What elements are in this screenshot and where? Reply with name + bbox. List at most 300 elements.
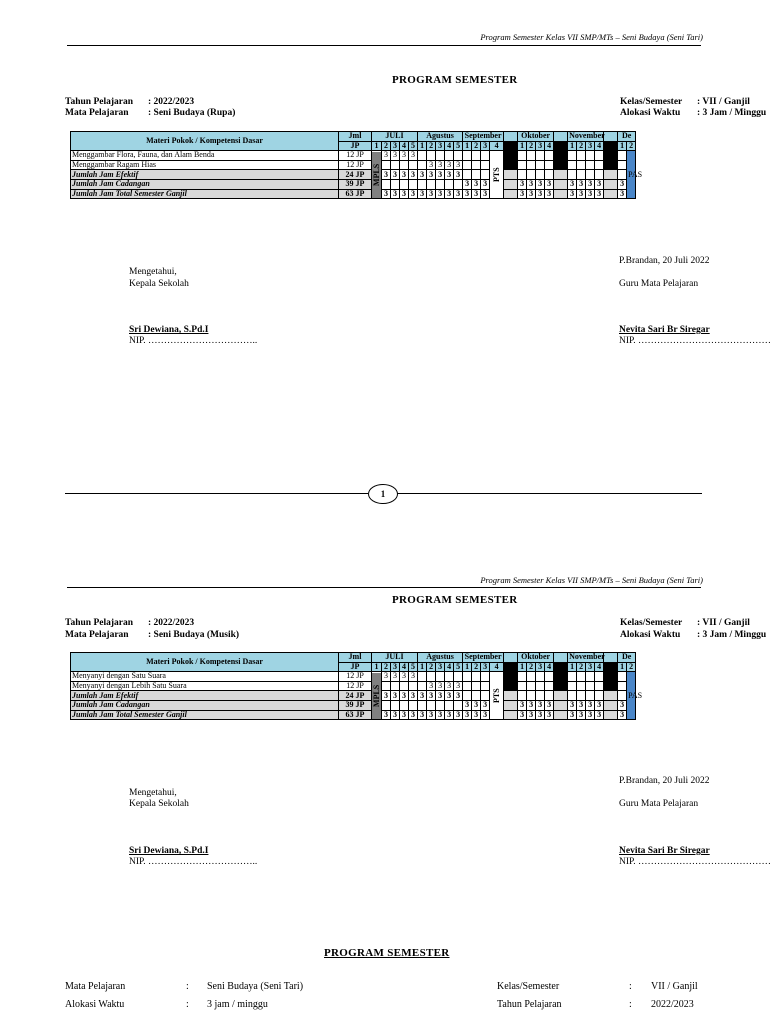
week-number: 2 [527, 662, 536, 672]
week-cell [527, 170, 536, 180]
week-cell [595, 691, 604, 701]
week-cell [577, 160, 586, 170]
week-cell [400, 179, 409, 189]
kepala-nip-2: NIP. …………………………….. [129, 857, 258, 867]
week-cell [618, 151, 627, 161]
week-cell: 3 [481, 179, 490, 189]
week-cell [400, 160, 409, 170]
break-column [504, 151, 518, 161]
week-cell: 3 [409, 691, 418, 701]
week-cell: 3 [427, 170, 436, 180]
month-header-juli: JULI [372, 132, 418, 142]
week-cell: 3 [409, 672, 418, 682]
break-column [604, 132, 618, 142]
footer-rule-left [65, 493, 368, 494]
week-number: 2 [472, 662, 481, 672]
week-cell: 3 [595, 700, 604, 710]
break-column [504, 662, 518, 672]
week-cell: 3 [436, 189, 445, 199]
col-header-jml: Jml [339, 653, 372, 663]
week-cell [536, 151, 545, 161]
week-cell [391, 179, 400, 189]
week-cell: 3 [545, 179, 554, 189]
break-column [554, 681, 568, 691]
week-cell [481, 151, 490, 161]
week-cell: 3 [595, 179, 604, 189]
col-header-jml: Jml [339, 132, 372, 142]
week-cell: 3 [454, 189, 463, 199]
week-cell [595, 160, 604, 170]
break-column [604, 662, 618, 672]
week-cell: 3 [568, 710, 577, 720]
week-cell: 3 [400, 151, 409, 161]
alokasi-label-3: Alokasi Waktu [65, 999, 125, 1010]
mengetahui-text-2: Mengetahui, [129, 788, 177, 798]
guru-label: Guru Mata Pelajaran [619, 279, 699, 289]
week-cell [595, 681, 604, 691]
week-cell [463, 672, 472, 682]
jp-cell: 12 JP [339, 681, 372, 691]
month-header-september: September [463, 653, 504, 663]
guru-name-2: Nevita Sari Br Siregar [619, 846, 710, 856]
week-cell [586, 170, 595, 180]
break-column [604, 691, 618, 701]
kelas-label: Kelas/Semester [620, 97, 683, 107]
week-cell [409, 700, 418, 710]
week-cell: 3 [382, 710, 391, 720]
week-cell [445, 179, 454, 189]
week-number: 1 [372, 662, 382, 672]
month-header-september: September [463, 132, 504, 142]
jp-cell: 39 JP [339, 179, 372, 189]
week-cell: 3 [445, 170, 454, 180]
week-number: 4 [595, 662, 604, 672]
week-cell: 3 [454, 691, 463, 701]
week-number: 3 [391, 662, 400, 672]
header-rule-2 [67, 587, 701, 588]
month-header-oktober: Oktober [518, 653, 554, 663]
week-cell: 3 [481, 700, 490, 710]
week-cell [427, 700, 436, 710]
break-column [554, 662, 568, 672]
guru-name: Nevita Sari Br Siregar [619, 325, 710, 335]
month-header-juli: JULI [372, 653, 418, 663]
materi-cell: Jumlah Jam Efektif [71, 691, 339, 701]
week-cell: 3 [436, 170, 445, 180]
week-cell [518, 170, 527, 180]
week-cell [527, 691, 536, 701]
week-cell [472, 160, 481, 170]
week-cell: 3 [382, 672, 391, 682]
break-column [504, 170, 518, 180]
week-cell: 3 [445, 189, 454, 199]
break-column [554, 672, 568, 682]
week-cell [454, 151, 463, 161]
week-cell: 3 [400, 710, 409, 720]
break-column [604, 681, 618, 691]
week-cell: 3 [382, 691, 391, 701]
break-column [504, 141, 518, 151]
week-cell: 3 [463, 179, 472, 189]
kepala-name-2: Sri Dewiana, S.Pd.I [129, 846, 209, 856]
week-number: 2 [472, 141, 481, 151]
week-cell: 3 [618, 710, 627, 720]
week-cell: 3 [436, 691, 445, 701]
week-cell [445, 672, 454, 682]
week-cell: 3 [418, 691, 427, 701]
week-number: 3 [391, 141, 400, 151]
break-column [604, 160, 618, 170]
month-header-desember: De [618, 653, 636, 663]
mpls-cell: MPLS [372, 151, 382, 199]
week-number: 3 [536, 662, 545, 672]
week-cell [568, 691, 577, 701]
week-cell [595, 672, 604, 682]
week-cell [418, 672, 427, 682]
table-row [71, 672, 636, 682]
week-number: 4 [595, 141, 604, 151]
col-header-materi: Materi Pokok / Kompetensi Dasar [71, 132, 339, 151]
tahun-value-2: : 2022/2023 [148, 618, 195, 628]
kepala-nip: NIP. …………………………….. [129, 336, 258, 346]
week-cell: 3 [382, 170, 391, 180]
month-header-agustus: Agustus [418, 132, 463, 142]
week-cell: 3 [568, 700, 577, 710]
table-row [71, 691, 636, 701]
week-cell [518, 151, 527, 161]
week-cell: 3 [391, 151, 400, 161]
break-column [504, 132, 518, 142]
week-cell [536, 170, 545, 180]
week-cell [536, 681, 545, 691]
week-cell [481, 681, 490, 691]
week-cell [568, 160, 577, 170]
page-title-2: PROGRAM SEMESTER [392, 594, 518, 606]
week-cell [527, 672, 536, 682]
header-rule [67, 45, 701, 46]
week-number: 4 [400, 662, 409, 672]
week-cell [391, 160, 400, 170]
tahun-value-3: 2022/2023 [651, 999, 694, 1010]
page-title-3: PROGRAM SEMESTER [324, 947, 450, 959]
week-cell [418, 151, 427, 161]
week-cell: 3 [618, 189, 627, 199]
week-cell [400, 681, 409, 691]
break-column [604, 189, 618, 199]
place-date-2: P.Brandan, 20 Juli 2022 [619, 776, 710, 786]
week-number: 1 [463, 662, 472, 672]
jp-cell: 63 JP [339, 189, 372, 199]
break-column [504, 160, 518, 170]
week-cell: 3 [418, 710, 427, 720]
week-cell: 3 [463, 710, 472, 720]
week-cell: 3 [427, 160, 436, 170]
materi-cell: Jumlah Jam Cadangan [71, 179, 339, 189]
break-column [554, 189, 568, 199]
week-cell: 3 [595, 710, 604, 720]
week-cell: 3 [586, 700, 595, 710]
week-cell: 3 [409, 170, 418, 180]
week-number: 1 [618, 141, 627, 151]
document-running-header-2: Program Semester Kelas VII SMP/MTs – Seni Budaya (Seni Tari) [480, 575, 703, 585]
week-cell: 3 [445, 691, 454, 701]
week-cell: 3 [518, 189, 527, 199]
pts-cell: PTS [490, 151, 504, 199]
kepala-sekolah-label-2: Kepala Sekolah [129, 799, 189, 809]
week-cell: 3 [400, 189, 409, 199]
break-column [504, 710, 518, 720]
table-row [71, 710, 636, 720]
week-number: 5 [409, 662, 418, 672]
tahun-label: Tahun Pelajaran [65, 97, 134, 107]
break-column [554, 170, 568, 180]
week-number: 3 [586, 662, 595, 672]
week-cell [418, 681, 427, 691]
week-cell [472, 672, 481, 682]
week-cell [409, 160, 418, 170]
week-cell [518, 691, 527, 701]
materi-cell: Menyanyi dengan Lebih Satu Suara [71, 681, 339, 691]
week-number: 4 [545, 662, 554, 672]
break-column [604, 170, 618, 180]
table-row [71, 681, 636, 691]
break-column [554, 179, 568, 189]
break-column [604, 700, 618, 710]
week-cell: 3 [518, 710, 527, 720]
week-cell [545, 151, 554, 161]
week-cell: 3 [427, 189, 436, 199]
break-column [554, 700, 568, 710]
break-column [504, 653, 518, 663]
week-cell: 3 [472, 710, 481, 720]
week-number: 2 [382, 141, 391, 151]
week-cell [445, 151, 454, 161]
week-cell: 3 [472, 189, 481, 199]
jp-cell: 12 JP [339, 151, 372, 161]
week-cell [409, 681, 418, 691]
break-column [554, 141, 568, 151]
week-cell [577, 170, 586, 180]
week-number: 2 [382, 662, 391, 672]
week-cell [436, 672, 445, 682]
week-cell [481, 672, 490, 682]
break-column [504, 700, 518, 710]
week-number: 2 [627, 141, 636, 151]
week-number: 4 [490, 141, 504, 151]
week-cell [463, 691, 472, 701]
schedule-table [70, 131, 643, 199]
week-number: 3 [536, 141, 545, 151]
document-running-header: Program Semester Kelas VII SMP/MTs – Seni Budaya (Seni Tari) [480, 32, 703, 42]
week-cell: 3 [618, 700, 627, 710]
kelas-label-3: Kelas/Semester [497, 981, 560, 992]
week-cell [568, 672, 577, 682]
table-row [71, 189, 636, 199]
week-number: 1 [618, 662, 627, 672]
break-column [604, 179, 618, 189]
week-cell: 3 [577, 710, 586, 720]
col-header-materi: Materi Pokok / Kompetensi Dasar [71, 653, 339, 672]
week-cell [418, 160, 427, 170]
week-number: 2 [427, 141, 436, 151]
break-column [604, 151, 618, 161]
week-cell: 3 [454, 710, 463, 720]
week-cell: 3 [472, 700, 481, 710]
week-cell: 3 [545, 700, 554, 710]
footer-rule-right [396, 493, 702, 494]
week-number: 4 [490, 662, 504, 672]
week-cell: 3 [400, 170, 409, 180]
week-cell: 3 [618, 179, 627, 189]
week-cell [586, 691, 595, 701]
week-cell [595, 170, 604, 180]
week-cell [472, 681, 481, 691]
tahun-label-3: Tahun Pelajaran [497, 999, 562, 1010]
break-column [504, 681, 518, 691]
table-row [71, 179, 636, 189]
week-cell: 3 [586, 189, 595, 199]
month-header-agustus: Agustus [418, 653, 463, 663]
week-cell [427, 672, 436, 682]
week-cell: 3 [518, 700, 527, 710]
mapel-label-2: Mata Pelajaran [65, 630, 129, 640]
week-cell [545, 160, 554, 170]
col-header-jp: JP [339, 141, 372, 151]
materi-cell: Menggambar Ragam Hias [71, 160, 339, 170]
week-cell [463, 160, 472, 170]
break-column [554, 653, 568, 663]
break-column [554, 710, 568, 720]
guru-nip: NIP. …………………………………… [619, 336, 771, 346]
week-cell: 3 [463, 700, 472, 710]
week-cell [463, 681, 472, 691]
mapel-label: Mata Pelajaran [65, 108, 129, 118]
week-number: 3 [436, 662, 445, 672]
week-cell [382, 700, 391, 710]
tahun-label-2: Tahun Pelajaran [65, 618, 134, 628]
week-cell [409, 179, 418, 189]
week-number: 2 [627, 662, 636, 672]
week-cell [527, 681, 536, 691]
week-cell [586, 672, 595, 682]
week-cell [436, 700, 445, 710]
week-cell: 3 [391, 672, 400, 682]
mpls-cell: MPLS [372, 672, 382, 720]
week-cell [391, 700, 400, 710]
week-cell [545, 681, 554, 691]
week-number: 1 [568, 662, 577, 672]
week-cell: 3 [445, 160, 454, 170]
week-cell: 3 [586, 710, 595, 720]
week-number: 2 [427, 662, 436, 672]
week-cell: 3 [418, 170, 427, 180]
break-column [604, 653, 618, 663]
mapel-label-3: Mata Pelajaran [65, 981, 126, 992]
jp-cell: 39 JP [339, 700, 372, 710]
week-cell: 3 [427, 681, 436, 691]
week-cell [481, 691, 490, 701]
break-column [604, 141, 618, 151]
table-row [71, 151, 636, 161]
week-cell [400, 700, 409, 710]
month-header-november: November [569, 652, 605, 662]
place-date: P.Brandan, 20 Juli 2022 [619, 256, 710, 266]
materi-cell: Menyanyi dengan Satu Suara [71, 672, 339, 682]
week-cell [577, 151, 586, 161]
week-cell: 3 [391, 170, 400, 180]
week-cell [454, 700, 463, 710]
guru-label-2: Guru Mata Pelajaran [619, 799, 699, 809]
colon-mapel-3: : [186, 981, 189, 992]
week-cell: 3 [527, 179, 536, 189]
break-column [504, 691, 518, 701]
materi-cell: Menggambar Flora, Fauna, dan Alam Benda [71, 151, 339, 161]
guru-nip-2: NIP. …………………………………… [619, 857, 771, 867]
week-cell [527, 160, 536, 170]
materi-cell: Jumlah Jam Cadangan [71, 700, 339, 710]
page-title: PROGRAM SEMESTER [392, 74, 518, 86]
kelas-value-2: : VII / Ganjil [697, 618, 750, 628]
pts-cell: PTS [490, 672, 504, 720]
week-number: 1 [463, 141, 472, 151]
break-column [554, 132, 568, 142]
jp-cell: 63 JP [339, 710, 372, 720]
week-cell [382, 179, 391, 189]
week-cell: 3 [409, 710, 418, 720]
week-cell [463, 170, 472, 180]
week-cell [595, 151, 604, 161]
week-cell [527, 151, 536, 161]
jp-cell: 24 JP [339, 170, 372, 180]
week-cell: 3 [418, 189, 427, 199]
kelas-value: : VII / Ganjil [697, 97, 750, 107]
week-cell: 3 [409, 151, 418, 161]
week-cell [427, 151, 436, 161]
schedule-table [70, 652, 643, 720]
week-cell [481, 160, 490, 170]
schedule-table-2 [70, 652, 768, 732]
tahun-value: : 2022/2023 [148, 97, 195, 107]
week-cell [536, 160, 545, 170]
week-cell: 3 [536, 189, 545, 199]
week-cell: 3 [472, 179, 481, 189]
schedule-table-1 [70, 131, 768, 211]
table-row [71, 170, 636, 180]
week-cell: 3 [409, 189, 418, 199]
alokasi-value: : 3 Jam / Minggu [697, 108, 767, 118]
week-number: 1 [568, 141, 577, 151]
mapel-value-3: Seni Budaya (Seni Tari) [207, 981, 304, 992]
week-cell: 3 [427, 710, 436, 720]
week-cell [618, 672, 627, 682]
week-cell: 3 [527, 189, 536, 199]
week-cell [577, 672, 586, 682]
kelas-value-3: VII / Ganjil [651, 981, 698, 992]
week-cell [418, 700, 427, 710]
week-cell: 3 [568, 179, 577, 189]
col-header-jp: JP [339, 662, 372, 672]
week-cell: 3 [454, 681, 463, 691]
week-number: 3 [481, 141, 490, 151]
week-number: 1 [372, 141, 382, 151]
week-cell [472, 170, 481, 180]
week-cell [618, 170, 627, 180]
week-cell [518, 160, 527, 170]
week-cell [418, 179, 427, 189]
table-row [71, 700, 636, 710]
week-cell [472, 691, 481, 701]
week-cell: 3 [545, 710, 554, 720]
